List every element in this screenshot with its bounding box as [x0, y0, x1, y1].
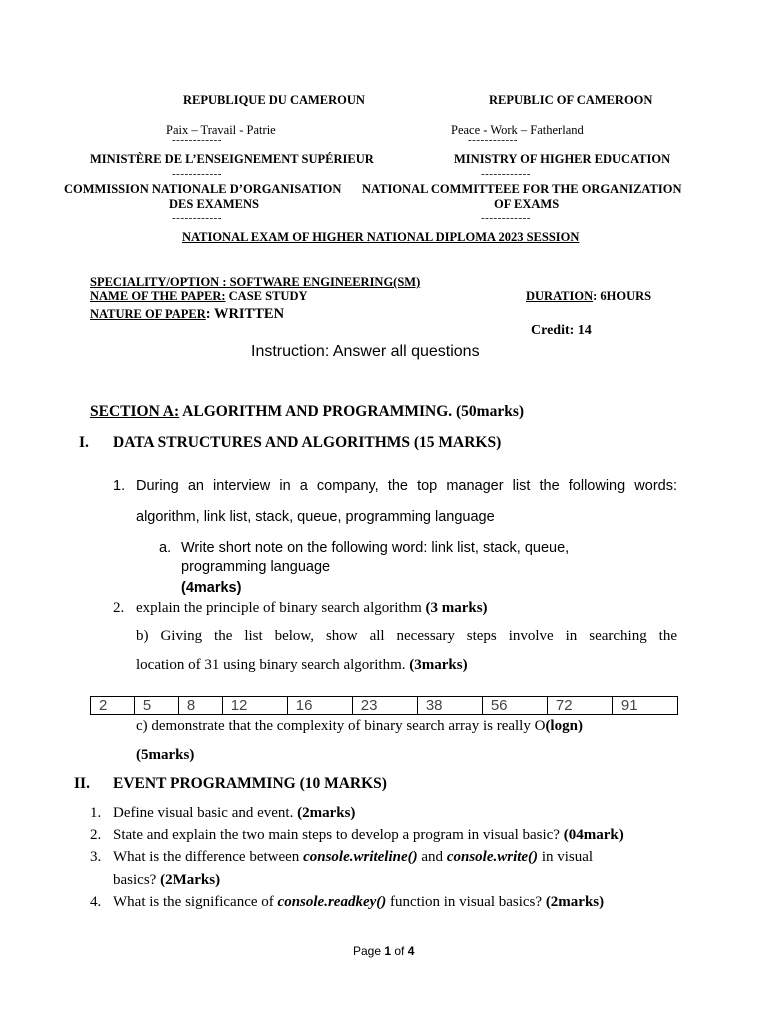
- p2-q1-number: 1.: [90, 805, 102, 821]
- p2-q2-number: 2.: [90, 827, 102, 843]
- p2-q4-pre: What is the significance of: [113, 894, 278, 910]
- paper-name-label: NAME OF THE PAPER:: [90, 289, 226, 303]
- q1-line1: During an interview in a company, the top manager list the following words:: [136, 478, 677, 494]
- header-separator: ------------: [172, 212, 222, 224]
- q2-marks: (3 marks): [425, 600, 488, 616]
- q1-line2: algorithm, link list, stack, queue, programming language: [136, 509, 495, 525]
- array-cell: 16: [287, 697, 352, 715]
- part1-numeral: I.: [79, 434, 89, 451]
- p2-q3-line2: [113, 872, 220, 889]
- section-a-heading: [90, 403, 524, 421]
- header-separator: ------------: [468, 134, 518, 146]
- q2c-text: c) demonstrate that the complexity of binary search array is really O: [136, 718, 546, 734]
- header-commission-fr-line1: COMMISSION NATIONALE D’ORGANISATION: [64, 182, 342, 196]
- array-cell: 38: [417, 697, 482, 715]
- q2c-marks: (5marks): [136, 747, 195, 763]
- search-array-table: [90, 696, 678, 715]
- q2c-bigo: (logn): [545, 718, 583, 734]
- q2b-line1: b) Giving the list below, show all necessary steps involve in searching the: [136, 628, 677, 644]
- p2-q2-text: State and explain the two main steps to develop a program in visual basic?: [113, 827, 564, 843]
- array-cell: 8: [178, 697, 222, 715]
- page-current: 1: [384, 944, 392, 958]
- p2-q3-line1: [113, 849, 593, 866]
- p2-q2-marks: (04mark): [563, 827, 624, 843]
- section-a-label: SECTION A:: [90, 403, 180, 420]
- duration-line: [526, 289, 651, 304]
- p2-q3-mid: and: [417, 849, 447, 865]
- array-cell: 91: [612, 697, 677, 715]
- header-separator: ------------: [172, 134, 222, 146]
- p2-q3-marks: (2Marks): [160, 872, 221, 888]
- q1a-line1: Write short note on the following word: link list, stack, queue,: [181, 540, 570, 556]
- p2-q3-post: in visual: [538, 849, 594, 865]
- header-country-en: REPUBLIC OF CAMEROON: [489, 93, 653, 107]
- p2-q4-post: function in visual basics?: [386, 894, 546, 910]
- p2-q4-marks: (2marks): [545, 894, 605, 910]
- p2-q3-number: 3.: [90, 849, 102, 865]
- p2-q1-marks: (2marks): [297, 805, 356, 821]
- header-separator: ------------: [481, 212, 531, 224]
- p2-q3-code2: console.write(): [446, 849, 539, 865]
- paper-nature-value: : WRITTEN: [205, 306, 285, 322]
- credit-line: Credit: 14: [531, 323, 592, 338]
- header-motto-fr: Paix – Travail - Patrie: [166, 123, 276, 137]
- q1-number: 1.: [113, 478, 126, 494]
- q2-number: 2.: [113, 600, 125, 616]
- array-cell: 72: [547, 697, 612, 715]
- header-ministry-en: MINISTRY OF HIGHER EDUCATION: [454, 152, 671, 166]
- page-of-word: of: [391, 944, 408, 958]
- header-commission-en-line1: NATIONAL COMMITTEEE FOR THE ORGANIZATION: [362, 182, 682, 196]
- p2-q1-line: [113, 805, 355, 822]
- header-commission-fr-line2: DES EXAMENS: [169, 197, 259, 211]
- paper-name-line: [90, 289, 308, 304]
- q2b-marks: (3marks): [409, 657, 468, 673]
- header-commission-en-line2: OF EXAMS: [494, 197, 560, 211]
- paper-nature-label: NATURE OF PAPER: [90, 307, 206, 321]
- p2-q2-line: [113, 827, 624, 844]
- array-cell: 12: [222, 697, 287, 715]
- speciality-line: SPECIALITY/OPTION : SOFTWARE ENGINEERING(SM): [90, 275, 421, 289]
- p2-q4-number: 4.: [90, 894, 102, 910]
- header-separator: ------------: [172, 168, 222, 180]
- header-separator: ------------: [481, 168, 531, 180]
- p2-q3-pre: What is the difference between: [113, 849, 304, 865]
- p2-q4-line: [113, 894, 604, 911]
- q1a-line2: programming language: [181, 559, 331, 575]
- q2b-line2-wrap: [136, 657, 468, 674]
- array-cell: 23: [352, 697, 417, 715]
- page-total: 4: [407, 944, 415, 958]
- q2-line: [136, 600, 488, 617]
- instruction-line: Instruction: Answer all questions: [251, 343, 480, 360]
- q2-text: explain the principle of binary search algorithm: [136, 600, 422, 616]
- q2b-line2: location of 31 using binary search algorithm.: [136, 657, 406, 673]
- header-country-fr: REPUBLIQUE DU CAMEROUN: [183, 93, 365, 107]
- section-a-title: ALGORITHM AND PROGRAMMING. (50marks): [179, 403, 525, 420]
- header-ministry-fr: MINISTÈRE DE L’ENSEIGNEMENT SUPÉRIEUR: [90, 152, 374, 166]
- part2-title: EVENT PROGRAMMING (10 MARKS): [113, 775, 387, 792]
- page-number: [353, 944, 414, 958]
- p2-q3-line2-text: basics?: [113, 872, 161, 888]
- exam-title: NATIONAL EXAM OF HIGHER NATIONAL DIPLOMA 2023 SESSION: [182, 230, 580, 244]
- array-cell: 56: [482, 697, 547, 715]
- p2-q3-code1: console.writeline(): [303, 849, 418, 865]
- duration-value: : 6HOURS: [593, 289, 652, 303]
- header-motto-en: Peace - Work – Fatherland: [451, 123, 584, 137]
- q1a-marks: (4marks): [181, 580, 242, 596]
- part1-title: DATA STRUCTURES AND ALGORITHMS (15 MARKS): [113, 434, 502, 451]
- page-word: Page: [353, 944, 385, 958]
- table-row: [91, 697, 678, 715]
- paper-nature-line: [90, 305, 284, 323]
- paper-name-value: CASE STUDY: [225, 289, 308, 303]
- p2-q1-text: Define visual basic and event.: [113, 805, 298, 821]
- part2-numeral: II.: [74, 775, 90, 792]
- q2c-line: [136, 718, 583, 735]
- array-cell: 5: [134, 697, 178, 715]
- array-cell: 2: [91, 697, 135, 715]
- duration-label: DURATION: [526, 289, 594, 303]
- p2-q4-code: console.readkey(): [277, 894, 387, 910]
- q1a-label: a.: [159, 540, 172, 556]
